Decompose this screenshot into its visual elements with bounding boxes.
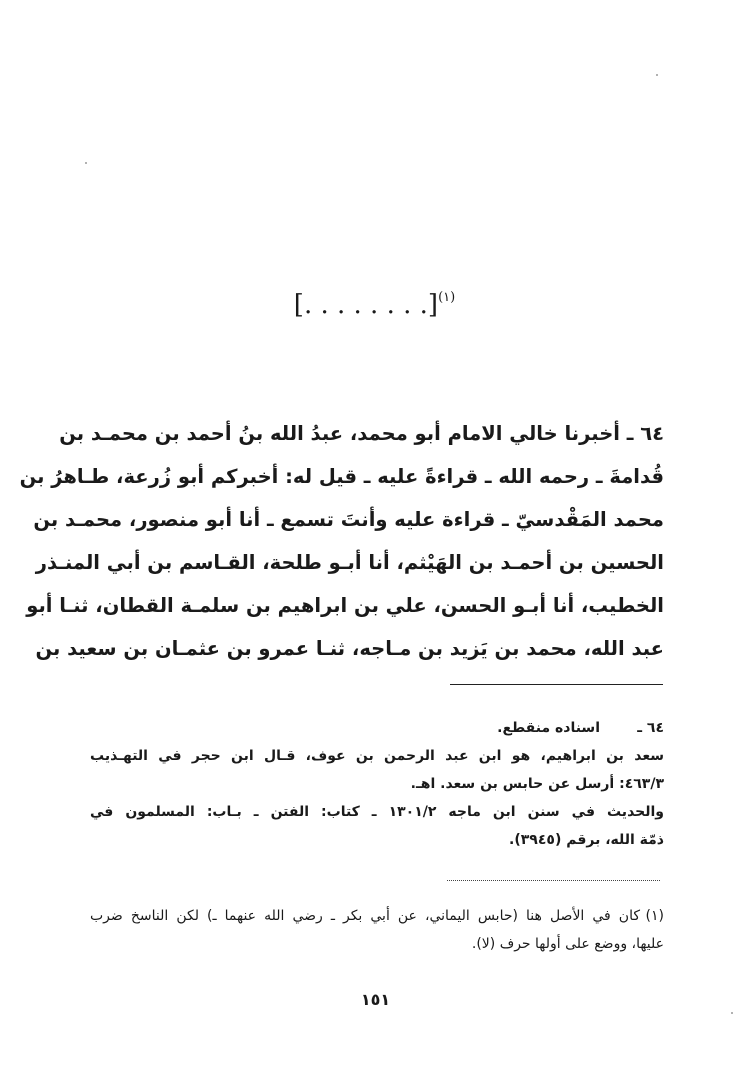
note-heading-text: اسناده منقطع.: [497, 720, 600, 736]
footnote-text: كان في الأصل هنا (حابس اليماني، عن أبي بكر ـ رضي الله عنهما ـ) لكن الناسخ ضرب: [90, 908, 640, 924]
footnote-line: عليها، ووضع على أولها حرف (لا).: [471, 936, 664, 952]
note-number: ٦٤ ـ: [637, 720, 664, 736]
note-heading: [90, 714, 664, 742]
main-text-line: الحسين بن أحمـد بن الهَيْثم، أنا أبـو طلحة، القـاسم بن أبي المنـذر: [35, 551, 664, 574]
main-text-paragraph: [19, 412, 664, 670]
main-text-line: محمد المَقْدسيّ ـ قراءة عليه وأنتَ تسمع ـ أنا أبو منصور، محمـد بن: [33, 508, 664, 531]
scan-speck: [85, 162, 87, 164]
scan-speck: [656, 74, 658, 76]
main-text-line: ٦٤ ـ أخبرنا خالي الامام أبو محمد، عبدُ الله بنُ أحمد بن محمـد بن: [59, 422, 664, 445]
footnote-number: (١): [645, 908, 664, 924]
section-title: [0, 290, 751, 320]
note-line: سعد بن ابراهيم، هو ابن عبد الرحمن بن عوف، قـال ابن حجر في التهـذيب: [90, 748, 664, 764]
footnote: [90, 902, 664, 958]
scan-speck: [731, 1012, 733, 1014]
main-text-line: الخطيب، أنا أبـو الحسن، علي بن ابراهيم بن سلمـة القطان، ثنـا أبو: [26, 594, 664, 617]
note-line: ٤٦٣/٣: أرسل عن حابس بن سعد. اهـ.: [410, 776, 664, 792]
footnote-separator: [450, 684, 663, 685]
footnote-reference: (١): [438, 290, 456, 305]
footnote-line: [90, 902, 664, 930]
main-text-line: عبد الله، محمد بن يَزيد بن مـاجه، ثنـا عمرو بن عثمـان بن سعيد بن: [35, 637, 664, 660]
footnote-dotted-separator: [447, 880, 660, 881]
section-title-text: [. . . . . . . .]: [293, 290, 439, 320]
commentary-notes: [90, 714, 664, 854]
note-line: والحديث في سنن ابن ماجه ١٣٠١/٢ ـ كتاب: الفتن ـ بـاب: المسلمون في: [90, 804, 665, 820]
page-number: ١٥١: [360, 990, 391, 1009]
main-text-line: قُدامةَ ـ رحمه الله ـ قراءةً عليه ـ قيل له: أخبركم أبو زُرعة، طـاهرُ بن: [19, 465, 664, 488]
note-line: ذمّة الله، برقم (٣٩٤٥).: [509, 832, 664, 848]
